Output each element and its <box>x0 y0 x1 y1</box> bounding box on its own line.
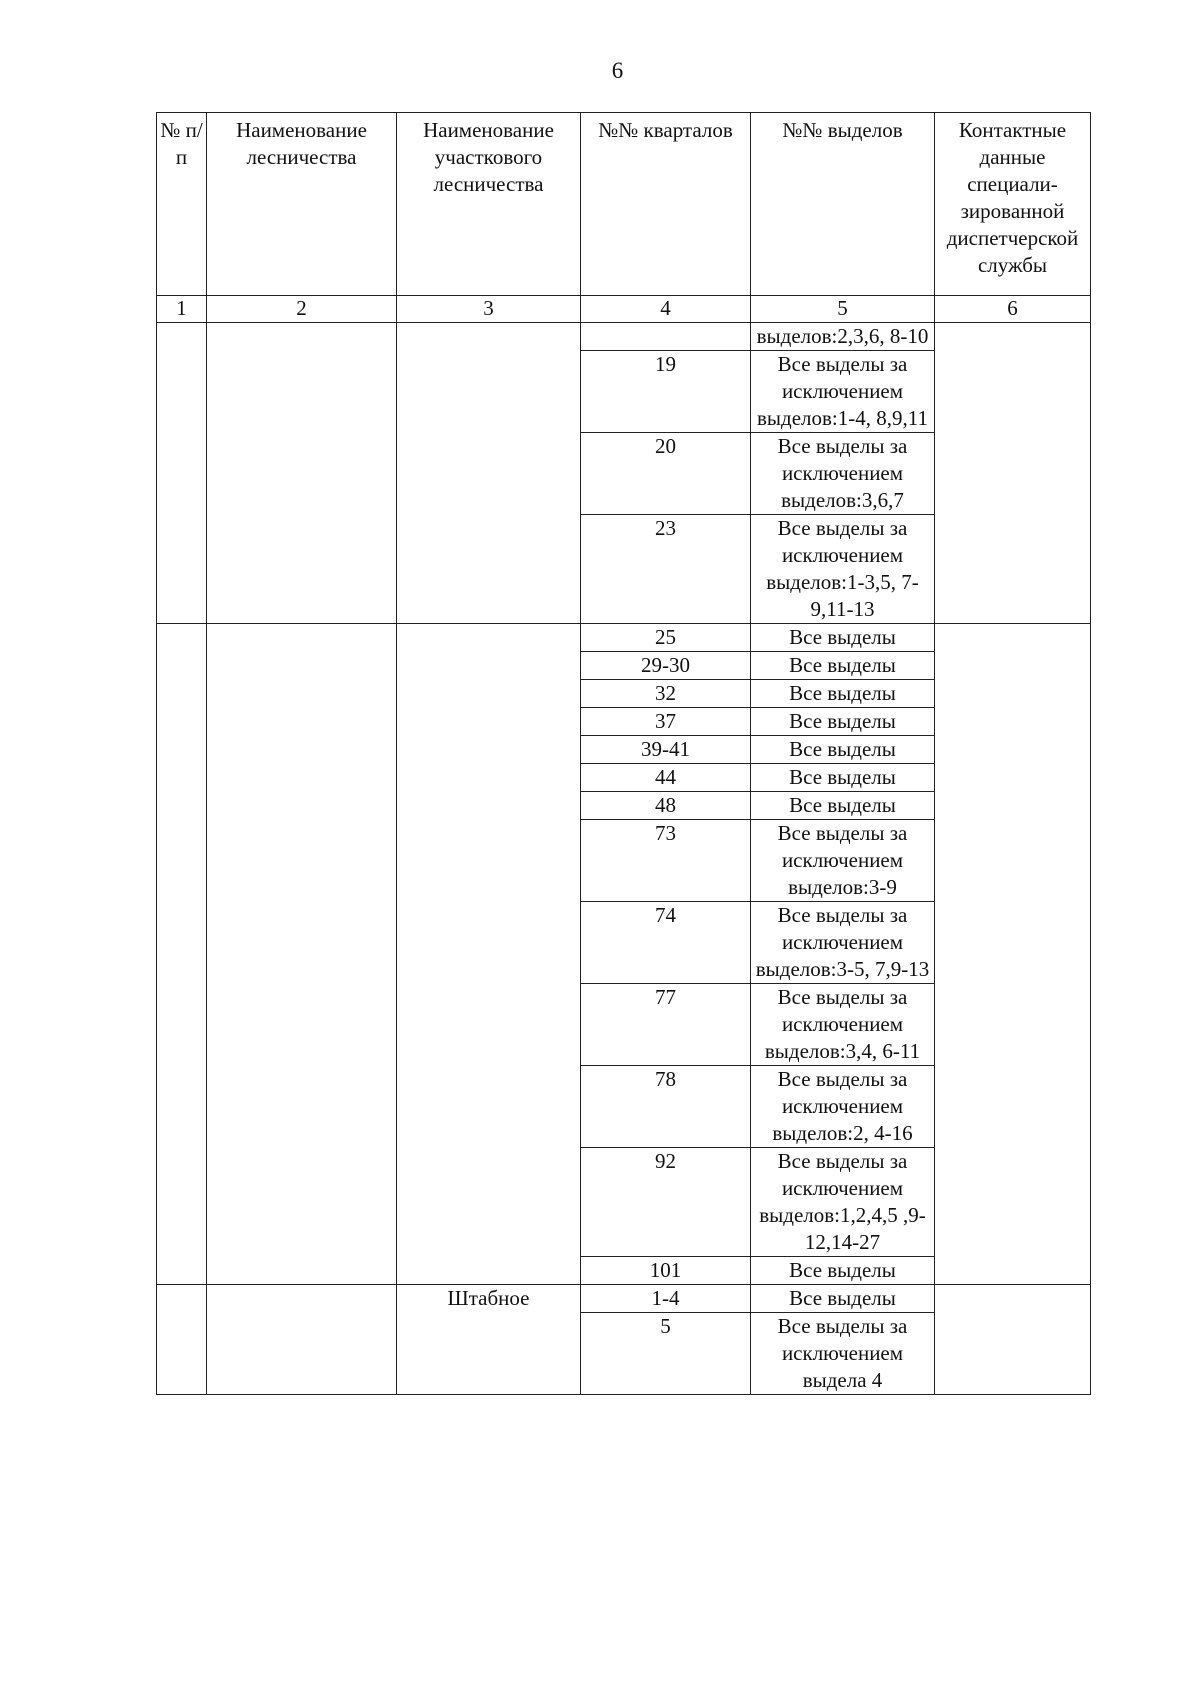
dispatch-contacts-cell <box>935 323 1091 624</box>
dispatch-contacts-cell <box>935 1285 1091 1395</box>
quarter-cell: 48 <box>581 792 751 820</box>
dispatch-contacts-cell <box>935 624 1091 1285</box>
quarter-cell: 74 <box>581 902 751 984</box>
forestry-table <box>156 112 1091 1395</box>
row-number-cell <box>157 1285 207 1395</box>
quarter-cell: 25 <box>581 624 751 652</box>
quarter-cell: 20 <box>581 433 751 515</box>
allotments-cell: Все выделы <box>751 1257 935 1285</box>
quarter-cell: 39-41 <box>581 736 751 764</box>
allotments-cell: Все выделы за исключением выделов:2, 4-16 <box>751 1066 935 1148</box>
table-row <box>157 1285 1091 1313</box>
column-number: 5 <box>751 296 935 323</box>
allotments-cell: Все выделы за исключением выделов:1-3,5, 7-9,11-13 <box>751 515 935 624</box>
quarter-cell: 92 <box>581 1148 751 1257</box>
district-forestry-cell <box>397 624 581 1285</box>
quarter-cell: 73 <box>581 820 751 902</box>
allotments-cell: Все выделы <box>751 652 935 680</box>
allotments-cell: Все выделы за исключением выдела 4 <box>751 1313 935 1395</box>
header-quarters: №№ кварталов <box>581 113 751 296</box>
column-number: 1 <box>157 296 207 323</box>
quarter-cell: 44 <box>581 764 751 792</box>
column-number: 6 <box>935 296 1091 323</box>
header-allotments: №№ выделов <box>751 113 935 296</box>
quarter-cell: 5 <box>581 1313 751 1395</box>
allotments-cell: Все выделы за исключением выделов:1,2,4,5 ,9-12,14-27 <box>751 1148 935 1257</box>
header-dispatch-contacts: Контактные данные специали-зированной диспетчерской службы <box>935 113 1091 296</box>
district-forestry-cell: Штабное <box>397 1285 581 1395</box>
allotments-cell: Все выделы за исключением выделов:3,4, 6-11 <box>751 984 935 1066</box>
allotments-cell: Все выделы <box>751 708 935 736</box>
quarter-cell: 101 <box>581 1257 751 1285</box>
forestry-name-cell <box>207 624 397 1285</box>
allotments-cell: Все выделы за исключением выделов:3-9 <box>751 820 935 902</box>
allotments-cell: Все выделы за исключением выделов:3-5, 7,9-13 <box>751 902 935 984</box>
column-number-row <box>157 296 1091 323</box>
column-number: 4 <box>581 296 751 323</box>
allotments-cell: Все выделы за исключением выделов:3,6,7 <box>751 433 935 515</box>
quarter-cell: 32 <box>581 680 751 708</box>
allotments-cell: Все выделы <box>751 736 935 764</box>
forestry-name-cell <box>207 1285 397 1395</box>
header-number: № п/п <box>157 113 207 296</box>
allotments-cell: Все выделы <box>751 680 935 708</box>
allotments-cell: Все выделы <box>751 764 935 792</box>
forestry-name-cell <box>207 323 397 624</box>
row-number-cell <box>157 323 207 624</box>
allotments-cell: Все выделы <box>751 624 935 652</box>
quarter-cell: 37 <box>581 708 751 736</box>
header-district-forestry-name: Наименование участкового лесничества <box>397 113 581 296</box>
page-number: 6 <box>611 58 624 83</box>
column-number: 3 <box>397 296 581 323</box>
district-forestry-cell <box>397 323 581 624</box>
header-forestry-name: Наименование лесничества <box>207 113 397 296</box>
quarter-cell: 78 <box>581 1066 751 1148</box>
allotments-cell: Все выделы за исключением выделов:1-4, 8,9,11 <box>751 351 935 433</box>
allotments-cell: Все выделы <box>751 792 935 820</box>
quarter-cell: 29-30 <box>581 652 751 680</box>
quarter-cell: 1-4 <box>581 1285 751 1313</box>
row-number-cell <box>157 624 207 1285</box>
column-number: 2 <box>207 296 397 323</box>
quarter-cell: 19 <box>581 351 751 433</box>
quarter-cell: 77 <box>581 984 751 1066</box>
allotments-cell: выделов:2,3,6, 8-10 <box>751 323 935 351</box>
quarter-cell <box>581 323 751 351</box>
header-row <box>157 113 1091 296</box>
quarter-cell: 23 <box>581 515 751 624</box>
table-row <box>157 624 1091 652</box>
allotments-cell: Все выделы <box>751 1285 935 1313</box>
table-row <box>157 323 1091 351</box>
